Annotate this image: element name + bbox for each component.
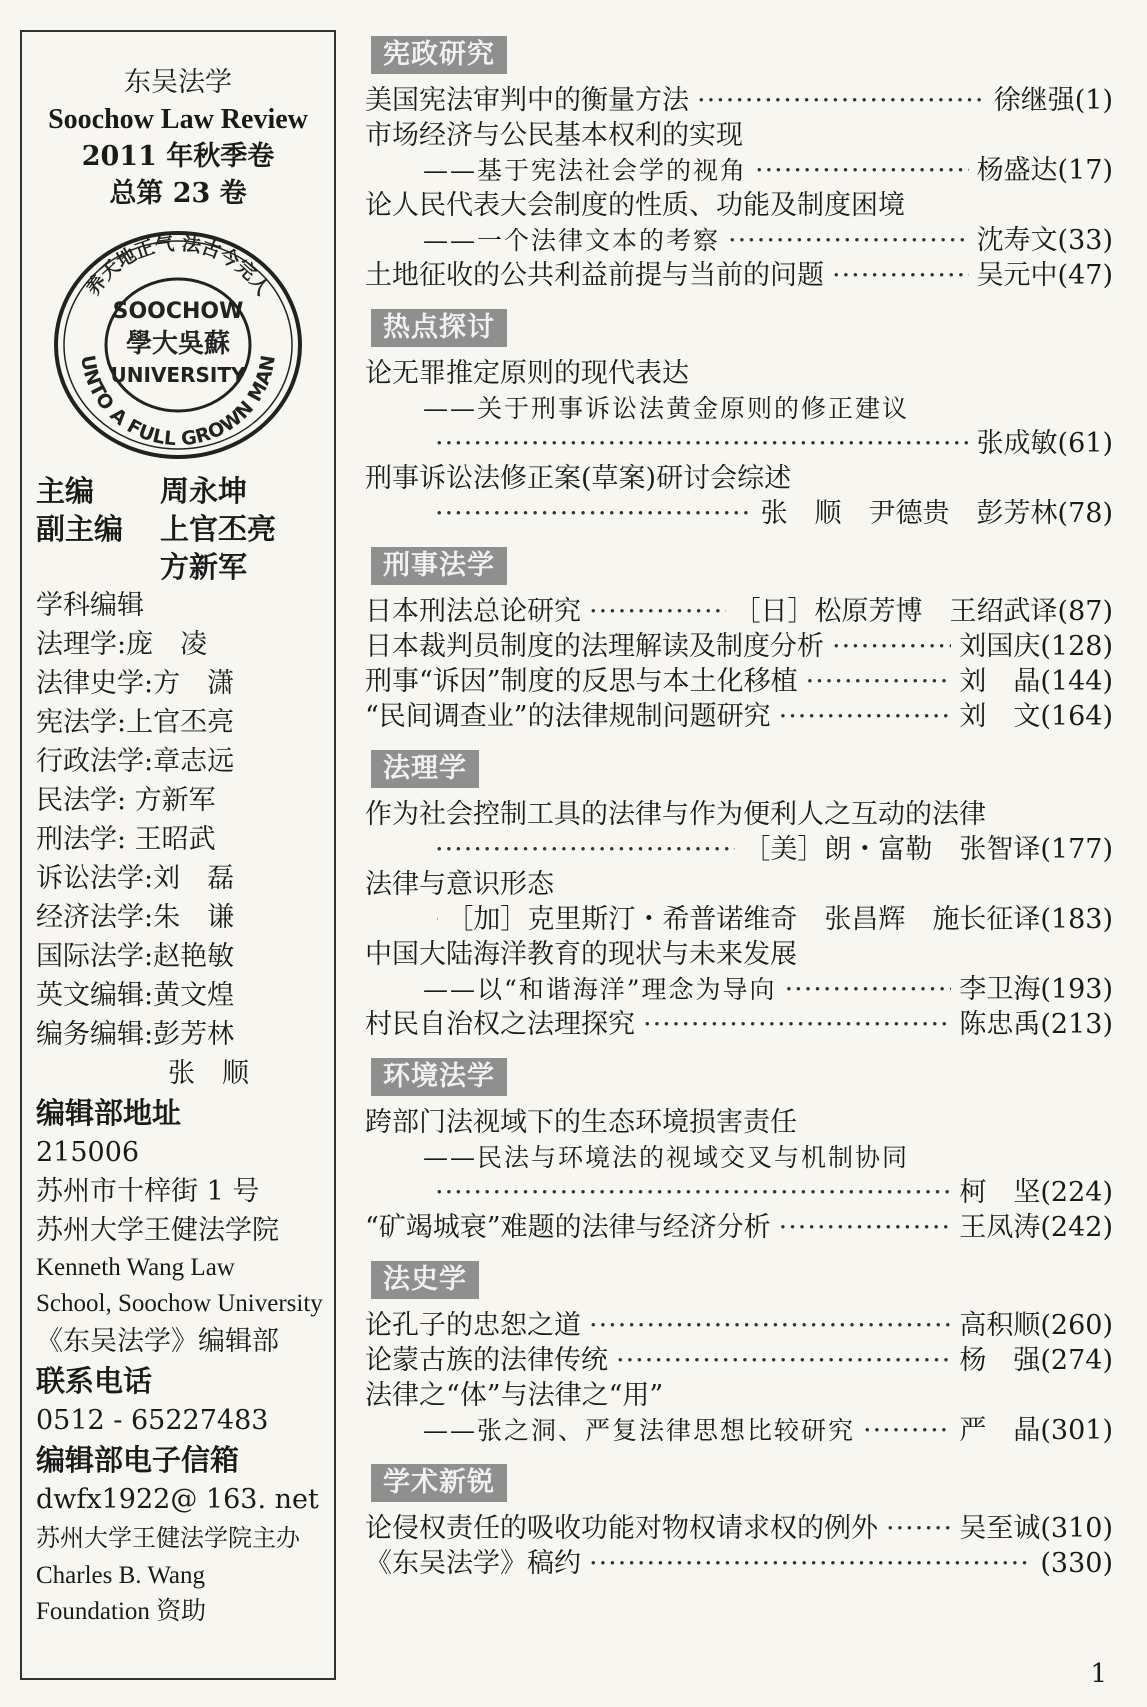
article-title: 刑事诉讼法修正案(草案)研讨会综述 [365,463,792,494]
author-and-page: 吴至诚(310) [959,1513,1113,1544]
author-and-page: 李卫海(193) [959,974,1113,1005]
dot-leader [697,83,986,118]
subject-editor: 诉讼法学:刘 磊 [36,863,235,894]
table-of-contents [365,36,1113,1597]
section-title: 环境法学 [371,1058,507,1096]
seal-center-bottom: UNIVERSITY [110,363,246,387]
toc-entry[interactable] [365,1546,1113,1581]
postal-code: 215006 [36,1137,140,1168]
article-title: “民间调查业”的法律规制问题研究 [365,701,771,732]
toc-section [365,1464,1113,1581]
subject-editors-list [22,625,334,1093]
volume-season: 2011 年秋季卷 [81,141,275,172]
toc-entry[interactable] [365,1413,1113,1448]
author-and-page: ［日］松原芳博 王绍武译(87) [733,596,1113,627]
editor-name: 周永坤 [160,474,248,508]
author-and-page: 张成敏(61) [976,428,1113,459]
editor-row [36,548,334,586]
dot-leader [435,496,753,531]
editor-role: 副主编 [36,512,124,546]
author-and-page: 高积顺(260) [959,1310,1113,1341]
address-en-line: Kenneth Wang Law [36,1254,235,1281]
masthead-sidebar [20,30,336,1680]
article-title: 论孔子的忠恕之道 [365,1310,581,1341]
toc-entry[interactable] [365,832,1113,867]
author-and-page: (330) [1040,1548,1113,1579]
dot-leader [435,426,969,461]
sponsor-cn: 苏州大学王健法学院主办 [36,1524,300,1552]
editor-row [36,472,334,510]
journal-name-cn: 东吴法学 [124,67,232,98]
subject-editor: 张 顺 [168,1058,249,1089]
dot-leader [435,902,438,937]
article-title: 村民自治权之法理探究 [365,1009,635,1040]
article-title: 论无罪推定原则的现代表达 [365,358,689,389]
subject-editor: 经济法学:朱 谦 [36,902,235,933]
section-title: 热点探讨 [371,309,507,347]
dot-leader [589,1308,951,1343]
article-subtitle: ——一个法律文本的考察 [423,226,721,255]
institution-address: 苏州大学王健法学院 [36,1215,279,1246]
author-and-page: 徐继强(1) [993,85,1113,116]
phone-label: 联系电话 [36,1364,153,1398]
section-title: 刑事法学 [371,547,507,585]
article-title: 作为社会控制工具的法律与作为便利人之互动的法律 [365,799,986,830]
seal-center-top: SOOCHOW [112,299,244,324]
subject-editor: 行政法学:章志远 [36,746,235,777]
article-title: 市场经济与公民基本权利的实现 [365,120,743,151]
toc-section [365,36,1113,293]
editor-name: 上官丕亮 [160,512,277,546]
address-label: 编辑部地址 [36,1096,182,1130]
article-title: 论人民代表大会制度的性质、功能及制度困境 [365,190,905,221]
subject-editor: 宪法学:上官丕亮 [36,707,235,738]
article-title-line [365,118,1113,153]
toc-entry[interactable] [365,594,1113,629]
toc-section [365,1058,1113,1245]
article-title: 论侵权责任的吸收功能对物权请求权的例外 [365,1513,878,1544]
editor-name: 方新军 [160,550,248,584]
svg-text:养天地正气 法古今完人 [81,232,274,300]
article-title-line [365,188,1113,223]
article-title: 日本刑法总论研究 [365,596,581,627]
author-and-page: 吴元中(47) [976,260,1113,291]
author-and-page: 杨盛达(17) [976,155,1113,186]
toc-entry[interactable] [365,629,1113,664]
article-title-line [365,867,1113,902]
journal-header [22,64,334,212]
article-subtitle: ——张之洞、严复法律思想比较研究 [423,1416,856,1445]
toc-section [365,1261,1113,1448]
dot-leader [728,223,969,258]
article-title: 土地征收的公共利益前提与当前的问题 [365,260,824,291]
section-title: 宪政研究 [371,36,507,74]
article-title-line [365,1140,1113,1175]
toc-section [365,750,1113,1042]
subject-editor: 英文编辑:黄文煌 [36,980,235,1011]
editorial-office: 《东吴法学》编辑部 [36,1326,279,1357]
author-and-page: 严 晶(301) [959,1415,1113,1446]
dot-leader [779,699,952,734]
author-and-page: 柯 坚(224) [959,1177,1113,1208]
email-label: 编辑部电子信箱 [36,1443,240,1477]
toc-entry[interactable] [365,1308,1113,1343]
article-title: 刑事“诉因”制度的反思与本土化移植 [365,666,798,697]
author-and-page: 陈忠禹(213) [959,1009,1113,1040]
author-and-page: 刘 文(164) [959,701,1113,732]
article-title: 美国宪法审判中的衡量方法 [365,85,689,116]
dot-leader [832,629,951,664]
section-title: 学术新锐 [371,1464,507,1502]
author-and-page: 沈寿文(33) [976,225,1113,256]
editor-role [36,548,160,586]
article-title: 《东吴法学》稿约 [365,1548,581,1579]
toc-entry[interactable] [365,223,1113,258]
toc-entry[interactable] [365,426,1113,461]
article-title-line [365,391,1113,426]
article-title: 中国大陆海洋教育的现状与未来发展 [365,939,797,970]
article-title: 法律之“体”与法律之“用” [365,1380,664,1411]
dot-leader [589,594,726,629]
dot-leader [616,1343,951,1378]
author-and-page: 杨 强(274) [959,1345,1113,1376]
toc-entry[interactable] [365,83,1113,118]
dot-leader [435,1175,951,1210]
article-subtitle: ——关于刑事诉讼法黄金原则的修正建议 [423,394,910,423]
author-and-page: 王凤涛(242) [959,1212,1113,1243]
dot-leader [779,1210,952,1245]
article-title: 跨部门法视域下的生态环境损害责任 [365,1107,797,1138]
subject-editor: 法理学:庞 凌 [36,629,208,660]
author-and-page: 刘国庆(128) [959,631,1113,662]
subject-editor: 国际法学:赵艳敏 [36,941,235,972]
subject-editor: 民法学: 方新军 [36,785,216,816]
toc-section [365,547,1113,734]
article-title: 法律与意识形态 [365,869,554,900]
article-subtitle: ——以“和谐海洋”理念为导向 [423,975,777,1004]
sponsor-en-line: Charles B. Wang [36,1562,206,1589]
dot-leader [806,664,952,699]
author-and-page: 刘 晶(144) [959,666,1113,697]
author-and-page: ［加］克里斯汀・希普诺维奇 张昌辉 施长征译(183) [446,904,1113,935]
article-title-line [365,937,1113,972]
volume-total: 总第 23 卷 [109,178,247,209]
dot-leader [832,258,969,293]
subject-editor: 编务编辑:彭芳林 [36,1019,235,1050]
toc-entry[interactable] [365,902,1113,937]
seal-center-cn: 學大吳蘇 [125,329,231,359]
subject-editor: 法律史学:方 潇 [36,668,235,699]
address-en-line: School, Soochow University [36,1290,323,1317]
dot-leader [589,1546,1032,1581]
dot-leader [785,972,952,1007]
subject-editors-label: 学科编辑 [36,590,144,621]
toc-entry[interactable] [365,496,1113,531]
article-title-line [365,461,1113,496]
toc-entry[interactable] [365,664,1113,699]
toc-entry[interactable] [365,699,1113,734]
street-address: 苏州市十梓街 1 号 [36,1176,260,1207]
page-number: 1 [1090,1659,1107,1689]
author-and-page: ［美］朗・富勒 张智译(177) [743,834,1113,865]
dot-leader [643,1007,951,1042]
toc-entry[interactable] [365,1343,1113,1378]
toc-entry[interactable] [365,1175,1113,1210]
article-title: 日本裁判员制度的法理解读及制度分析 [365,631,824,662]
article-title: “矿竭城衰”难题的法律与经济分析 [365,1212,771,1243]
email-address[interactable]: dwfx1922@ 163. net [36,1484,319,1515]
toc-entry[interactable] [365,153,1113,188]
toc-entry[interactable] [365,1007,1113,1042]
university-seal-icon [53,230,303,460]
seal-top-text: 养天地正气 法古今完人 [82,232,274,300]
section-title: 法史学 [371,1261,479,1299]
article-subtitle: ——民法与环境法的视域交叉与机制协同 [423,1143,910,1172]
dot-leader [886,1511,951,1546]
author-and-page: 张 顺 尹德贵 彭芳林(78) [760,498,1113,529]
section-title: 法理学 [371,750,479,788]
seal-bottom-text: UNTO A FULL GROWN MAN [76,353,280,451]
dot-leader [435,832,735,867]
article-title-line [365,797,1113,832]
toc-entry[interactable] [365,258,1113,293]
chief-editors [22,472,334,586]
phone-number: 0512 - 65227483 [36,1405,269,1436]
article-subtitle: ——基于宪法社会学的视角 [423,156,748,185]
toc-entry[interactable] [365,1210,1113,1245]
article-title-line [365,1105,1113,1140]
article-title-line [365,356,1113,391]
toc-entry[interactable] [365,1511,1113,1546]
editor-row [36,510,334,548]
sponsor-en-line: Foundation 资助 [36,1598,207,1625]
article-title: 论蒙古族的法律传统 [365,1345,608,1376]
toc-section [365,309,1113,531]
journal-name-en: Soochow Law Review [48,104,308,135]
dot-leader [863,1413,951,1448]
toc-entry[interactable] [365,972,1113,1007]
editor-role: 主编 [36,474,95,508]
subject-editor: 刑法学: 王昭武 [36,824,216,855]
dot-leader [755,153,969,188]
article-title-line [365,1378,1113,1413]
